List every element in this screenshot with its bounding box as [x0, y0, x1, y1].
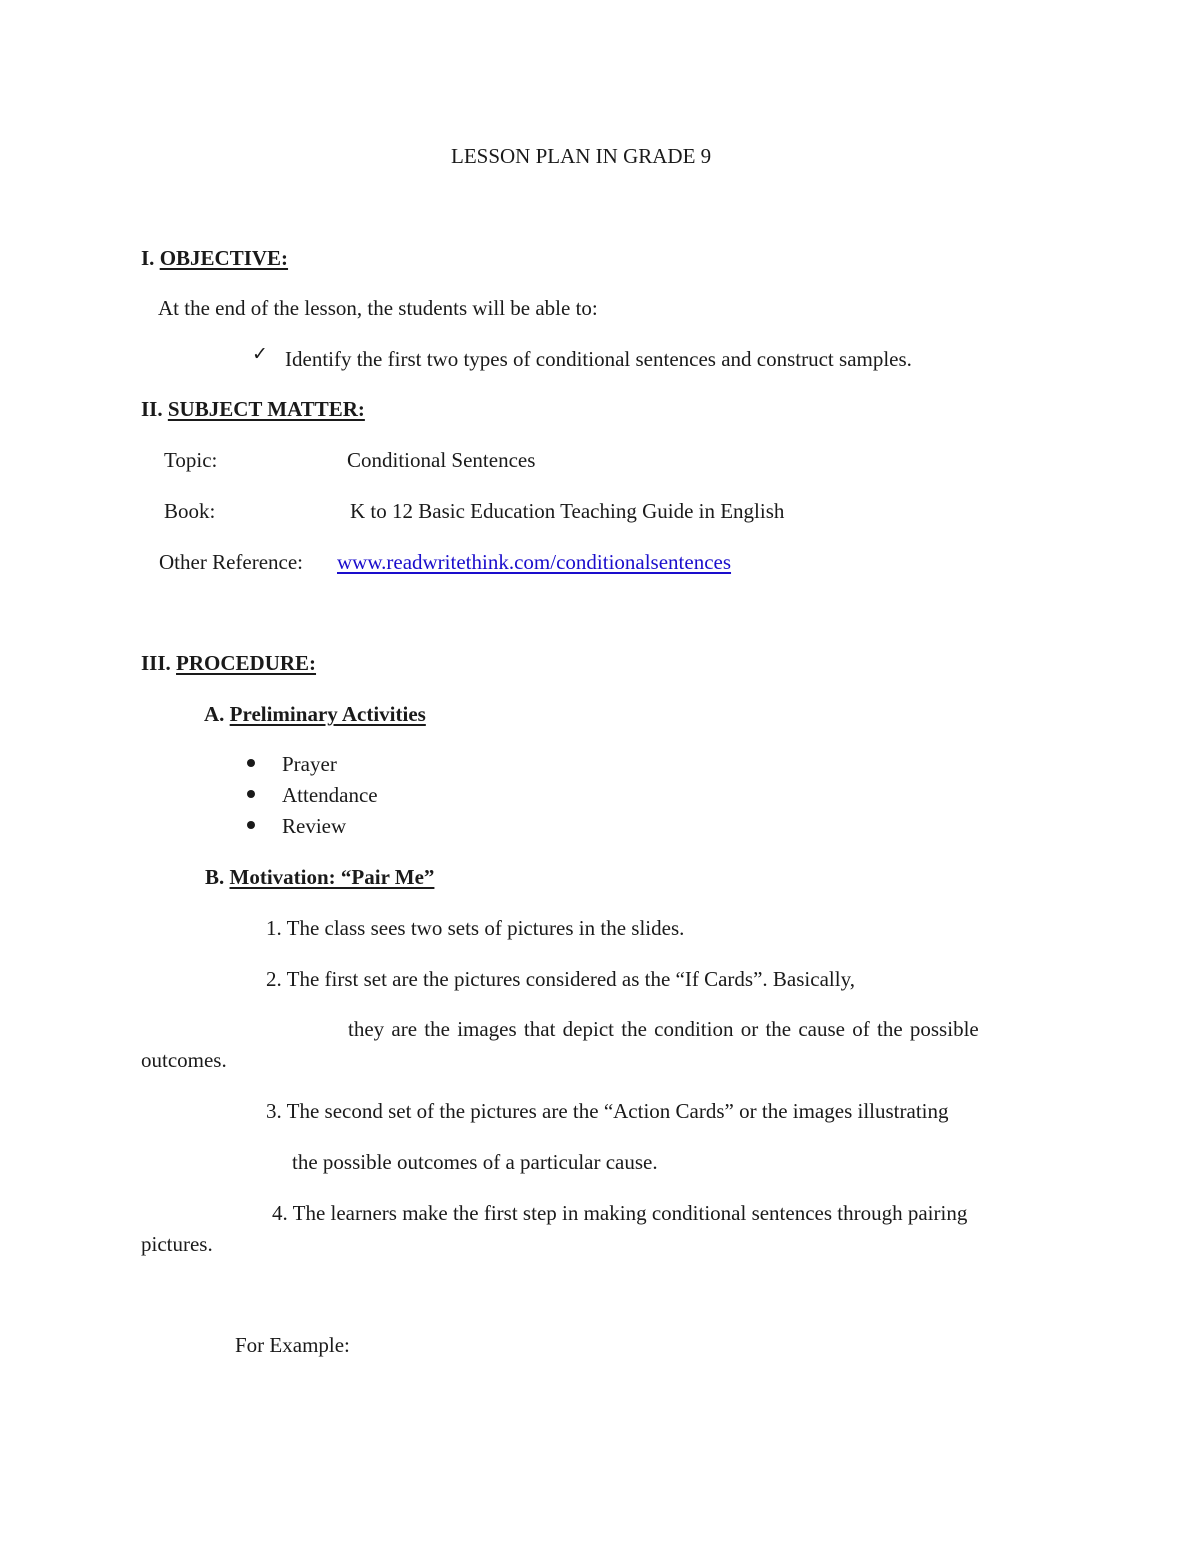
book-label: Book: [164, 499, 216, 523]
list-item: Prayer [282, 752, 337, 776]
step-4-line-2: pictures. [141, 1232, 213, 1256]
objective-heading-text: OBJECTIVE: [159, 246, 289, 270]
preliminary-activities-heading [204, 704, 426, 725]
list-item: Attendance [282, 783, 378, 807]
for-example-label: For Example: [235, 1333, 350, 1357]
motivation-heading-text: Motivation: “Pair Me” [229, 865, 435, 889]
objective-intro: At the end of the lesson, the students will be able to: [158, 296, 598, 320]
subject-matter-heading-text: SUBJECT MATTER: [167, 397, 365, 421]
checkmark-icon: ✓ [252, 343, 268, 365]
step-1: 1. The class sees two sets of pictures in the slides. [266, 916, 685, 940]
page-title: LESSON PLAN IN GRADE 9 [451, 144, 712, 168]
objective-heading [141, 248, 288, 269]
procedure-number: III. [141, 651, 171, 675]
subject-matter-heading [141, 399, 365, 420]
reference-label: Other Reference: [159, 550, 303, 574]
step-2-line-1: 2. The first set are the pictures considered as the “If Cards”. Basically, [266, 967, 855, 991]
preliminary-activities-letter: A. [204, 702, 225, 726]
objective-number: I. [141, 246, 155, 270]
list-item: Review [282, 814, 347, 838]
objective-item: Identify the first two types of conditional sentences and construct samples. [285, 347, 912, 371]
motivation-letter: B. [205, 865, 225, 889]
topic-value: Conditional Sentences [347, 448, 536, 472]
step-2-line-2: they are the images that depict the condition or the cause of the possible [348, 1017, 979, 1041]
procedure-heading [141, 653, 316, 674]
step-3-line-2: the possible outcomes of a particular cause. [292, 1150, 658, 1174]
topic-label: Topic: [164, 448, 218, 472]
step-2-line-3: outcomes. [141, 1048, 227, 1072]
procedure-heading-text: PROCEDURE: [176, 651, 317, 675]
bullet-icon [247, 790, 255, 798]
book-value: K to 12 Basic Education Teaching Guide in English [350, 499, 785, 523]
reference-link[interactable]: www.readwritethink.com/conditionalsentences [337, 550, 732, 574]
bullet-icon [247, 759, 255, 767]
subject-matter-number: II. [141, 397, 163, 421]
step-3-line-1: 3. The second set of the pictures are the “Action Cards” or the images illustrating [266, 1099, 949, 1123]
step-4-line-1: 4. The learners make the first step in making conditional sentences through pairing [272, 1201, 968, 1225]
bullet-icon [247, 821, 255, 829]
preliminary-activities-heading-text: Preliminary Activities [229, 702, 426, 726]
motivation-heading [205, 867, 434, 888]
